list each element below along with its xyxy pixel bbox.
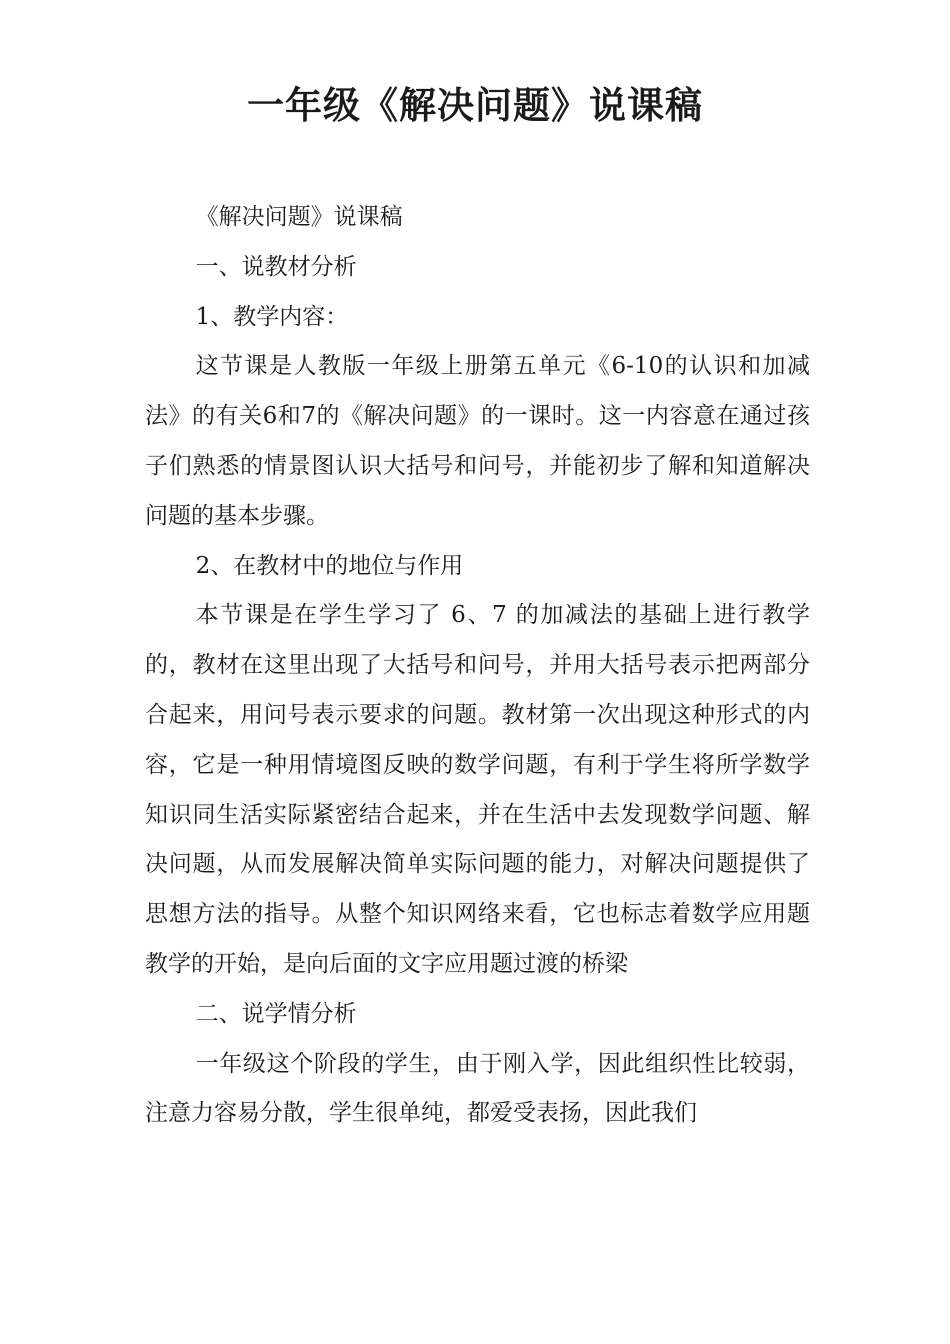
- paragraph-status-and-role: 本节课是在学生学习了 6、7 的加减法的基础上进行教学的，教材在这里出现了大括号和问号，并用大括号表示把两部分合起来，用问号表示要求的问题。教材第一次出现这种形式的内容，它是一种用情境图反映的数学问题，有利于学生将所学数学知识同生活实际紧密结合起来，并在生活中去发现数学问题、解决问题，从而发展解决简单实际问题的能力，对解决问题提供了思想方法的指导。从整个知识网络来看，它也标志着数学应用题教学的开始，是向后面的文字应用题过渡的桥梁: [145, 602, 810, 977]
- section-heading-textbook-analysis: 一、说教材分析: [195, 253, 357, 280]
- paragraph-subtitle: 《解决问题》说课稿: [195, 204, 403, 230]
- document-body: [145, 193, 810, 1139]
- subheading-status-and-role: 2、在教材中的地位与作用: [195, 552, 464, 579]
- paragraph-student-analysis: 一年级这个阶段的学生，由于刚入学，因此组织性比较弱，注意力容易分散，学生很单纯，都爱受表扬，因此我们: [145, 1050, 810, 1127]
- document-title: 一年级《解决问题》说课稿: [247, 84, 703, 127]
- subheading-teaching-content: 1、教学内容：: [195, 303, 349, 330]
- paragraph-teaching-content: 这节课是人教版一年级上册第五单元《6-10的认识和加减法》的有关6和7的《解决问题》的一课时。这一内容意在通过孩子们熟悉的情景图认识大括号和问号，并能初步了解和知道解决问题的基本步骤。: [145, 353, 810, 529]
- section-heading-student-analysis: 二、说学情分析: [195, 1000, 357, 1027]
